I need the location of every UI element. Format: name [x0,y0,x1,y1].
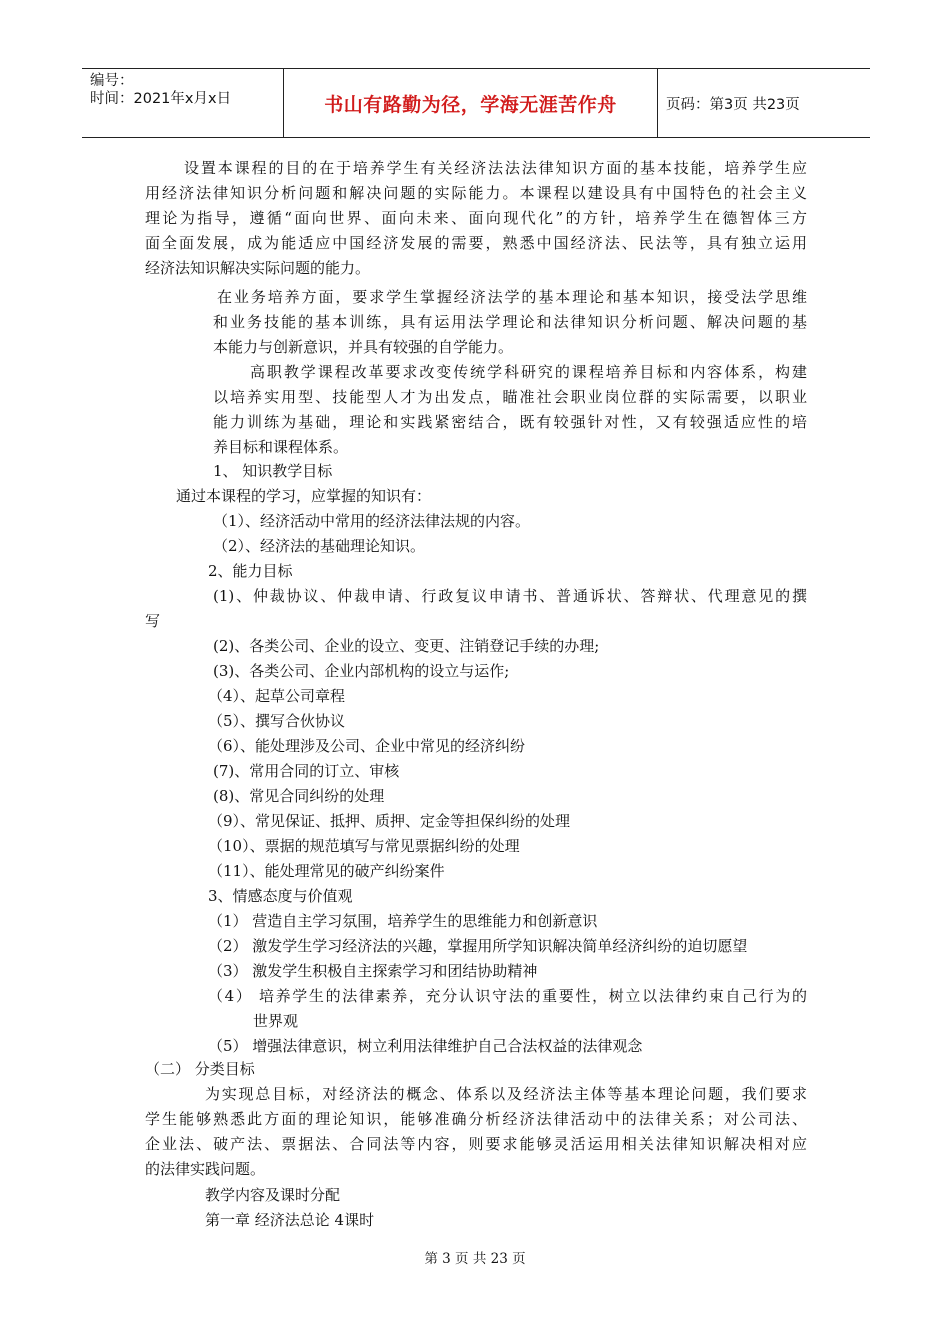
list-item: (3)、各类公司、企业内部机构的设立与运作; [213,662,510,680]
motto: 书山有路勤为径，学海无涯苦作舟 [284,69,658,137]
text-line: 在业务培养方面，要求学生掌握经济法学的基本理论和基本知识，接受法学思维 [217,288,807,306]
text-line: 本能力与创新意识，并具有较强的自学能力。 [213,338,514,356]
text-line: 以培养实用型、技能型人才为出发点，瞄准社会职业岗位群的实际需要，以职业 [213,388,807,406]
text-line: 高职教学课程改革要求改变传统学科研究的课程培养目标和内容体系，构建 [250,363,807,381]
list-item: (8)、常见合同纠纷的处理 [213,787,385,805]
page-footer: 第 3 页 共 23 页 [424,1251,526,1267]
list-item: （5）、撰写合伙协议 [208,712,346,730]
date-label: 时间：2021年x月x日 [90,91,232,107]
text-line: 能力训练为基础，理论和实践紧密结合，既有较强针对性，又有较强适应性的培 [213,413,807,431]
number-label: 编号： [90,73,134,89]
section-heading: （二） 分类目标 [145,1060,255,1078]
list-item: （2） 激发学生学习经济法的兴趣，掌握用所学知识解决简单经济纠纷的迫切愿望 [208,937,748,955]
text-line: 面全面发展，成为能适应中国经济发展的需要，熟悉中国经济法、民法等，具有独立运用 [145,234,807,252]
text-line: 用经济法律知识分析问题和解决问题的实际能力。本课程以建设具有中国特色的社会主义 [145,184,807,202]
list-item: （4） 培养学生的法律素养，充分认识守法的重要性，树立以法律约束自己行为的 [208,987,807,1005]
list-item-continuation: 世界观 [253,1012,299,1030]
header-table [82,68,870,138]
text-line: 经济法知识解决实际问题的能力。 [145,259,371,277]
list-item: （4）、起草公司章程 [208,687,346,705]
text-line: 通过本课程的学习，应掌握的知识有： [176,487,432,505]
list-item: （2）、经济法的基础理论知识。 [213,537,426,555]
text-line: 为实现总目标，对经济法的概念、体系以及经济法主体等基本理论问题，我们要求 [205,1085,807,1103]
header-left-cell [82,69,284,137]
list-item: （1）、经济活动中常用的经济法律法规的内容。 [213,512,531,530]
list-item: （1） 营造自主学习氛围，培养学生的思维能力和创新意识 [208,912,598,930]
text-line: 学生能够熟悉此方面的理论知识，能够准确分析经济法律活动中的法律关系；对公司法、 [145,1110,807,1128]
list-item: （5） 增强法律意识，树立利用法律维护自己合法权益的法律观念 [208,1037,643,1055]
list-item: （11）、能处理常见的破产纠纷案件 [208,862,445,880]
section-heading: 3、情感态度与价值观 [208,887,353,905]
page-info: 页码：第3页 共23页 [666,96,800,113]
list-item: （3） 激发学生积极自主探索学习和团结协助精神 [208,962,538,980]
list-item: （10）、票据的规范填写与常见票据纠纷的处理 [208,837,520,855]
list-item: （6）、能处理涉及公司、企业中常见的经济纠纷 [208,737,526,755]
list-item: (7)、常用合同的订立、审核 [213,762,400,780]
section-heading: 1、 知识教学目标 [213,462,333,480]
chapter-heading: 第一章 经济法总论 4课时 [205,1211,375,1229]
list-item: （9）、常见保证、抵押、质押、定金等担保纠纷的处理 [208,812,571,830]
text-line: 的法律实践问题。 [145,1160,266,1178]
text-line: 设置本课程的目的在于培养学生有关经济法法法律知识方面的基本技能，培养学生应 [184,159,807,177]
text-line: 理论为指导，遵循“面向世界、面向未来、面向现代化”的方针，培养学生在德智体三方 [145,209,807,227]
text-line: 企业法、破产法、票据法、合同法等内容，则要求能够灵活运用相关法律知识解决相对应 [145,1135,807,1153]
text-line: 和业务技能的基本训练，具有运用法学理论和法律知识分析问题、解决问题的基 [213,313,807,331]
list-item: (2)、各类公司、企业的设立、变更、注销登记手续的办理; [213,637,600,655]
list-item: (1)、仲裁协议、仲裁申请、行政复议申请书、普通诉状、答辩状、代理意见的撰 [213,587,807,605]
section-heading: 2、能力目标 [208,562,293,580]
list-item-continuation: 写 [145,612,161,630]
text-line: 教学内容及课时分配 [205,1186,341,1204]
text-line: 养目标和课程体系。 [213,438,349,456]
